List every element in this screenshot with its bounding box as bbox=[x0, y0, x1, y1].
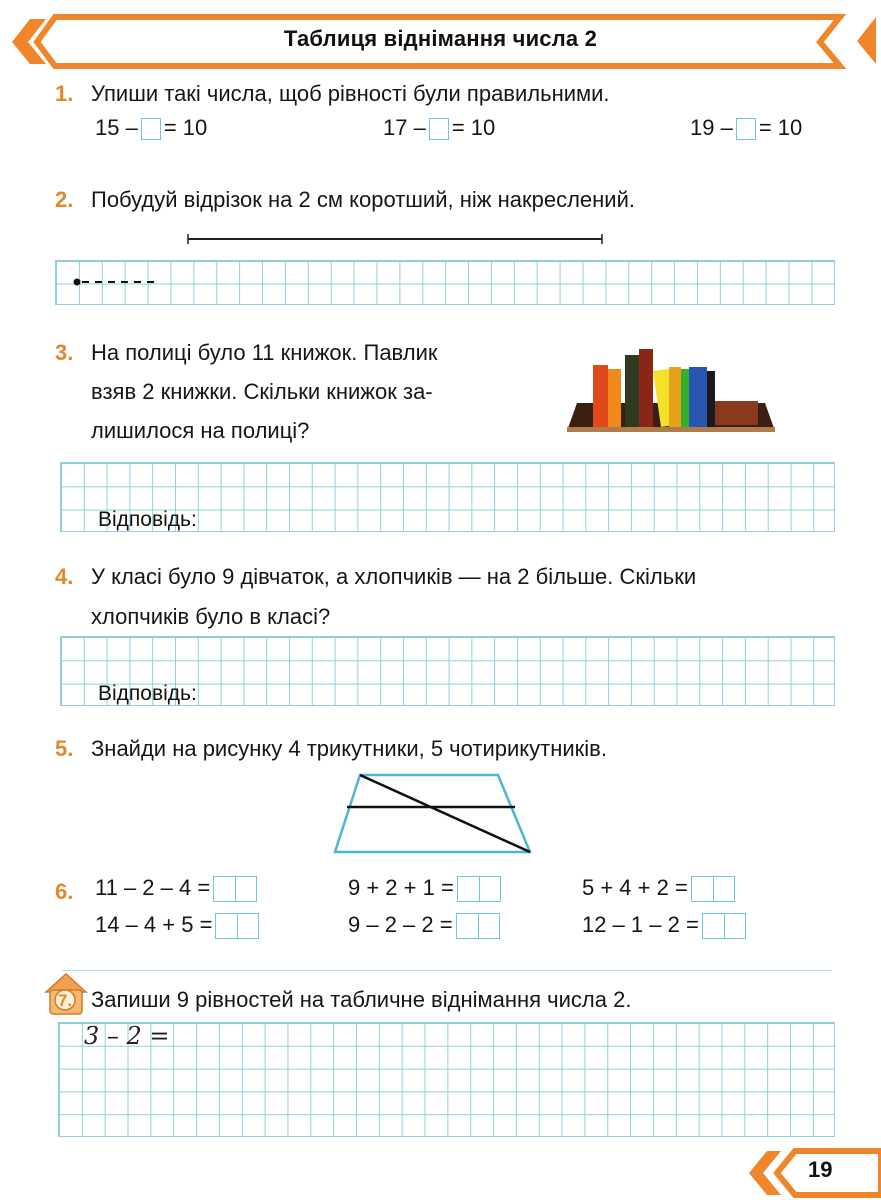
expression bbox=[348, 912, 500, 939]
eq-right: = 10 bbox=[163, 115, 208, 140]
drawing-grid[interactable] bbox=[55, 260, 835, 305]
reference-segment bbox=[185, 232, 605, 246]
task-5-number: 5. bbox=[55, 736, 74, 761]
answer-label: Відповідь: bbox=[98, 508, 197, 531]
task-4-number: 4. bbox=[55, 564, 74, 589]
task-6-number: 6. bbox=[55, 879, 74, 904]
task-1-text: Упиши такі числа, щоб рівності були правильними. bbox=[91, 81, 610, 106]
task-2-number: 2. bbox=[55, 187, 74, 212]
eq-right: = 10 bbox=[451, 115, 496, 140]
eq-left: 15 – bbox=[95, 115, 138, 140]
two-digit-answer-box[interactable] bbox=[213, 876, 257, 902]
sample-equation: 3 – 2 = bbox=[84, 1022, 170, 1050]
page-title: Таблиця віднімання числа 2 bbox=[283, 26, 598, 51]
task-2-prompt bbox=[55, 183, 635, 217]
expression-text: 11 – 2 – 4 = bbox=[95, 875, 211, 900]
two-digit-answer-box[interactable] bbox=[457, 876, 501, 902]
section-divider bbox=[62, 970, 832, 971]
task-1-equation-1 bbox=[95, 115, 207, 141]
task-7-prompt bbox=[91, 983, 631, 1017]
expression bbox=[582, 912, 746, 939]
writing-grid-task-7[interactable] bbox=[58, 1022, 835, 1137]
task-5-prompt bbox=[55, 732, 607, 766]
task-4-line-2: хлопчиків було в класі? bbox=[91, 604, 331, 629]
page-number: 19 bbox=[808, 1157, 833, 1182]
expression-text: 12 – 1 – 2 = bbox=[582, 912, 699, 937]
expression-text: 5 + 4 + 2 = bbox=[582, 875, 688, 900]
task-1-prompt bbox=[55, 77, 610, 111]
header-banner bbox=[0, 0, 881, 70]
task-3-prompt bbox=[55, 333, 438, 450]
bookshelf-illustration bbox=[565, 343, 775, 435]
two-digit-answer-box[interactable] bbox=[691, 876, 735, 902]
task-3-number: 3. bbox=[55, 340, 74, 365]
eq-left: 19 – bbox=[690, 115, 733, 140]
answer-box[interactable] bbox=[429, 118, 449, 140]
task-3-line-3: лишилося на полиці? bbox=[91, 418, 310, 443]
task-4-prompt bbox=[55, 557, 696, 637]
expression-text: 14 – 4 + 5 = bbox=[95, 912, 213, 937]
answer-label: Відповідь: bbox=[98, 682, 197, 705]
expression bbox=[348, 875, 501, 902]
task-3-line-1: На полиці було 11 книжок. Павлик bbox=[91, 340, 438, 365]
task-4-line-1: У класі було 9 дівчаток, а хлопчиків — на 2 більше. Скільки bbox=[91, 564, 697, 589]
two-digit-answer-box[interactable] bbox=[215, 913, 259, 939]
task-1-equation-2 bbox=[383, 115, 495, 141]
task-1-equation-3 bbox=[690, 115, 802, 141]
expression bbox=[95, 875, 257, 902]
two-digit-answer-box[interactable] bbox=[456, 913, 500, 939]
task-2-text: Побудуй відрізок на 2 см коротший, ніж накреслений. bbox=[91, 187, 635, 212]
answer-box[interactable] bbox=[141, 118, 161, 140]
task-7-text: Запиши 9 рівностей на табличне віднімання числа 2. bbox=[91, 987, 632, 1012]
task-1-number: 1. bbox=[55, 81, 74, 106]
task-6-number-wrap bbox=[55, 875, 91, 909]
task-3-line-2: взяв 2 книжки. Скільки книжок за- bbox=[91, 379, 433, 404]
home-task-icon bbox=[44, 972, 88, 1016]
answer-box[interactable] bbox=[736, 118, 756, 140]
two-digit-answer-box[interactable] bbox=[702, 913, 746, 939]
segment-start-dashed bbox=[72, 276, 162, 288]
eq-right: = 10 bbox=[758, 115, 803, 140]
expression-text: 9 + 2 + 1 = bbox=[348, 875, 454, 900]
expression bbox=[582, 875, 735, 902]
svg-text:7.: 7. bbox=[57, 991, 73, 1010]
task-5-text: Знайди на рисунку 4 трикутники, 5 чотирикутників. bbox=[91, 736, 607, 761]
expression bbox=[95, 912, 259, 939]
trapezoid-figure bbox=[330, 770, 550, 855]
expression-text: 9 – 2 – 2 = bbox=[348, 912, 453, 937]
eq-left: 17 – bbox=[383, 115, 426, 140]
